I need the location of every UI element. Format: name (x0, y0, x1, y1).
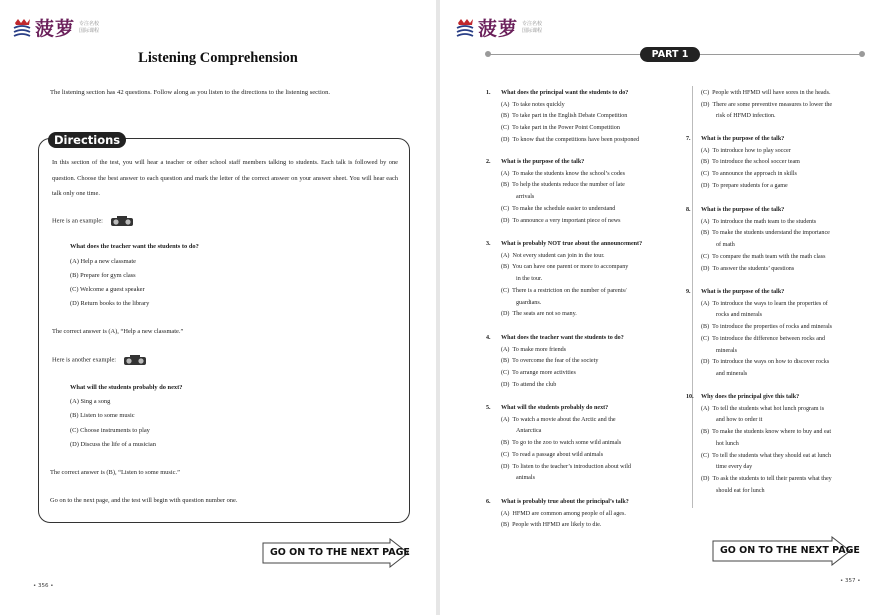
answer-option: (B) People with HFMD are likely to die. (501, 522, 602, 529)
answer-option: (D) To prepare students for a game (701, 182, 788, 189)
answer-option: (C) To introduce the difference between rocks and (701, 335, 825, 342)
answer-option: (D) To introduce the ways on how to discover rocks (701, 359, 830, 366)
directions-label: Directions (48, 132, 126, 148)
brand-name: 菠萝 (35, 18, 76, 40)
directions-text: In this section of the test, you will hear a teacher or other school staff members talking to students. Each talk is followed by one question. Choose the best answer to each question and mark the letter of the correct answer on your answer sheet. You will hear each talk only one time. (52, 159, 398, 197)
answer-option: (A) To introduce the math team to the students (701, 218, 817, 225)
radio-icon (122, 354, 148, 366)
brand-logo-icon (454, 17, 476, 39)
question-number: 7. (686, 136, 691, 142)
question-number: 10. (686, 394, 694, 400)
brand-subtitle: 专注名校 国际课程 (522, 20, 543, 34)
answer-option: (A) To tell the students what hot lunch program is (701, 405, 825, 412)
page-title: Listening Comprehension (138, 50, 298, 66)
answer-option: (D) To ask the students to tell their parents what they (701, 475, 832, 482)
question-text: What is probably NOT true about the announcement? (501, 241, 643, 247)
brand-logo (11, 14, 105, 41)
answer-option: (B) To make the students understand the importance (701, 230, 830, 237)
example-option: (C) Welcome a guest speaker (70, 286, 145, 293)
answer-option: (A) Not every student can join in the tour. (501, 252, 605, 259)
option-continuation: time every day (716, 464, 753, 471)
example-option: (B) Prepare for gym class (70, 272, 136, 279)
brand-subtitle: 专注名校 国际课程 (79, 20, 100, 34)
example-label: Here is another example: (52, 354, 148, 366)
answer-option: (D) The seats are not so many. (501, 311, 577, 318)
answer-option: (B) To introduce the properties of rocks and minerals (701, 324, 833, 331)
example-option: (B) Listen to some music (70, 412, 135, 419)
question-text: What is the purpose of the talk? (701, 207, 785, 213)
example-answer: The correct answer is (A), “Help a new classmate.” (52, 328, 184, 335)
answer-option: (A) To make the students know the school’s codes (501, 170, 625, 177)
answer-option: (A) To take notes quickly (501, 101, 565, 108)
part-line-dot (485, 51, 491, 57)
question-number: 8. (686, 207, 691, 213)
go-next-page-button[interactable]: GO ON TO THE NEXT PAGE (712, 536, 852, 566)
option-continuation: of math (716, 242, 735, 249)
option-continuation: minerals (716, 347, 737, 354)
option-continuation: animals (516, 475, 535, 482)
example-answer: The correct answer is (B), “Listen to some music.” (50, 469, 180, 476)
left-page (0, 0, 436, 615)
example-question: What will the students probably do next? (70, 384, 183, 391)
question-number: 9. (686, 289, 691, 295)
example-option: (D) Return books to the library (70, 300, 150, 307)
question-number: 5. (486, 405, 491, 411)
answer-option: (A) HFMD are common among people of all ages. (501, 510, 626, 517)
option-continuation: Antarctica (516, 428, 542, 435)
option-continuation: in the tour. (516, 276, 543, 283)
brand-logo (454, 14, 548, 41)
answer-option: (A) To make more friends (501, 346, 567, 353)
option-continuation: guardians. (516, 299, 542, 306)
intro-text: The listening section has 42 questions. Follow along as you listen to the directions to the listening section. (50, 89, 331, 96)
closing-text: Go on to the next page, and the test will begin with question number one. (50, 497, 238, 504)
answer-option: (C) To make the schedule easier to understand (501, 205, 616, 212)
answer-option: (B) To help the students reduce the number of late (501, 182, 625, 189)
answer-option: (D) To listen to the teacher’s introduction about wild (501, 463, 631, 470)
question-text: What does the principal want the students to do? (501, 90, 629, 96)
question-text: What does the teacher want the students to do? (501, 335, 624, 341)
answer-option: (B) To overcome the fear of the society (501, 358, 599, 365)
go-next-page-button[interactable]: GO ON TO THE NEXT PAGE (262, 538, 410, 568)
answer-option: (C) To arrange more activities (501, 370, 576, 377)
answer-option: (D) To know that the competitions have been postponed (501, 136, 640, 143)
question-text: What is the purpose of the talk? (701, 289, 785, 295)
answer-option: (D) To attend the club (501, 381, 557, 388)
part-line-dot (859, 51, 865, 57)
option-continuation: arrivals (516, 194, 535, 201)
answer-option: (C) There is a restriction on the number of parents/ (501, 287, 627, 294)
answer-option: (D) There are some preventive measures to lower the (701, 101, 833, 108)
example-question: What does the teacher want the students to do? (70, 243, 199, 250)
radio-icon (109, 215, 135, 227)
example-option: (D) Discuss the life of a musician (70, 441, 156, 448)
answer-option: (C) To compare the math team with the math class (701, 253, 826, 260)
answer-option: (C) To announce the approach in skills (701, 171, 797, 178)
answer-option: (A) To introduce how to play soccer (701, 147, 791, 154)
option-continuation: and minerals (716, 370, 748, 377)
option-continuation: should eat for lunch (716, 487, 765, 494)
question-number: 2. (486, 159, 491, 165)
question-text: Why does the principal give this talk? (701, 394, 800, 400)
option-continuation: hot lunch (716, 440, 739, 447)
option-continuation: rocks and minerals (716, 312, 763, 319)
example-option: (C) Choose instruments to play (70, 427, 150, 434)
answer-option: (D) To announce a very important piece of news (501, 217, 621, 224)
option-continuation: and how to order it (716, 417, 763, 424)
answer-option: (B) To introduce the school soccer team (701, 159, 800, 166)
answer-option: (C) To read a passage about wild animals (501, 451, 604, 458)
question-text: What is probably true about the principal’s talk? (501, 499, 629, 505)
page-number: • 356 • (33, 583, 54, 589)
question-text: What will the students probably do next? (501, 405, 609, 411)
brand-name: 菠萝 (478, 18, 519, 40)
option-continuation: risk of HFMD infection. (716, 113, 776, 120)
answer-option: (A) To watch a movie about the Arctic and the (501, 416, 616, 423)
answer-option: (C) To tell the students what they should eat at lunch (701, 452, 832, 459)
answer-option: (D) To answer the students’ questions (701, 265, 795, 272)
brand-logo-icon (11, 17, 33, 39)
part-label: PART 1 (640, 47, 700, 62)
answer-option: (B) To make the students know where to buy and eat (701, 429, 832, 436)
question-text: What is the purpose of the talk? (501, 159, 585, 165)
question-number: 1. (486, 90, 491, 96)
page-number: • 357 • (840, 578, 861, 584)
question-number: 3. (486, 241, 491, 247)
question-number: 4. (486, 335, 491, 341)
answer-option: (B) To go to the zoo to watch some wild animals (501, 440, 622, 447)
example-label: Here is an example: (52, 215, 135, 227)
example-option: (A) Sing a song (70, 398, 111, 405)
answer-option: (C) People with HFMD will have sores in the heads. (701, 90, 831, 96)
answer-option: (B) To take part in the English Debate Competition (501, 113, 628, 120)
example-option: (A) Help a new classmate (70, 258, 137, 265)
question-text: What is the purpose of the talk? (701, 136, 785, 142)
answer-option: (B) You can have one parent or more to accompany (501, 264, 629, 271)
right-page (440, 0, 894, 615)
answer-option: (A) To introduce the ways to learn the properties of (701, 300, 828, 307)
answer-option: (C) To take part in the Power Point Competition (501, 125, 620, 132)
question-number: 6. (486, 499, 491, 505)
column-divider (692, 86, 693, 508)
